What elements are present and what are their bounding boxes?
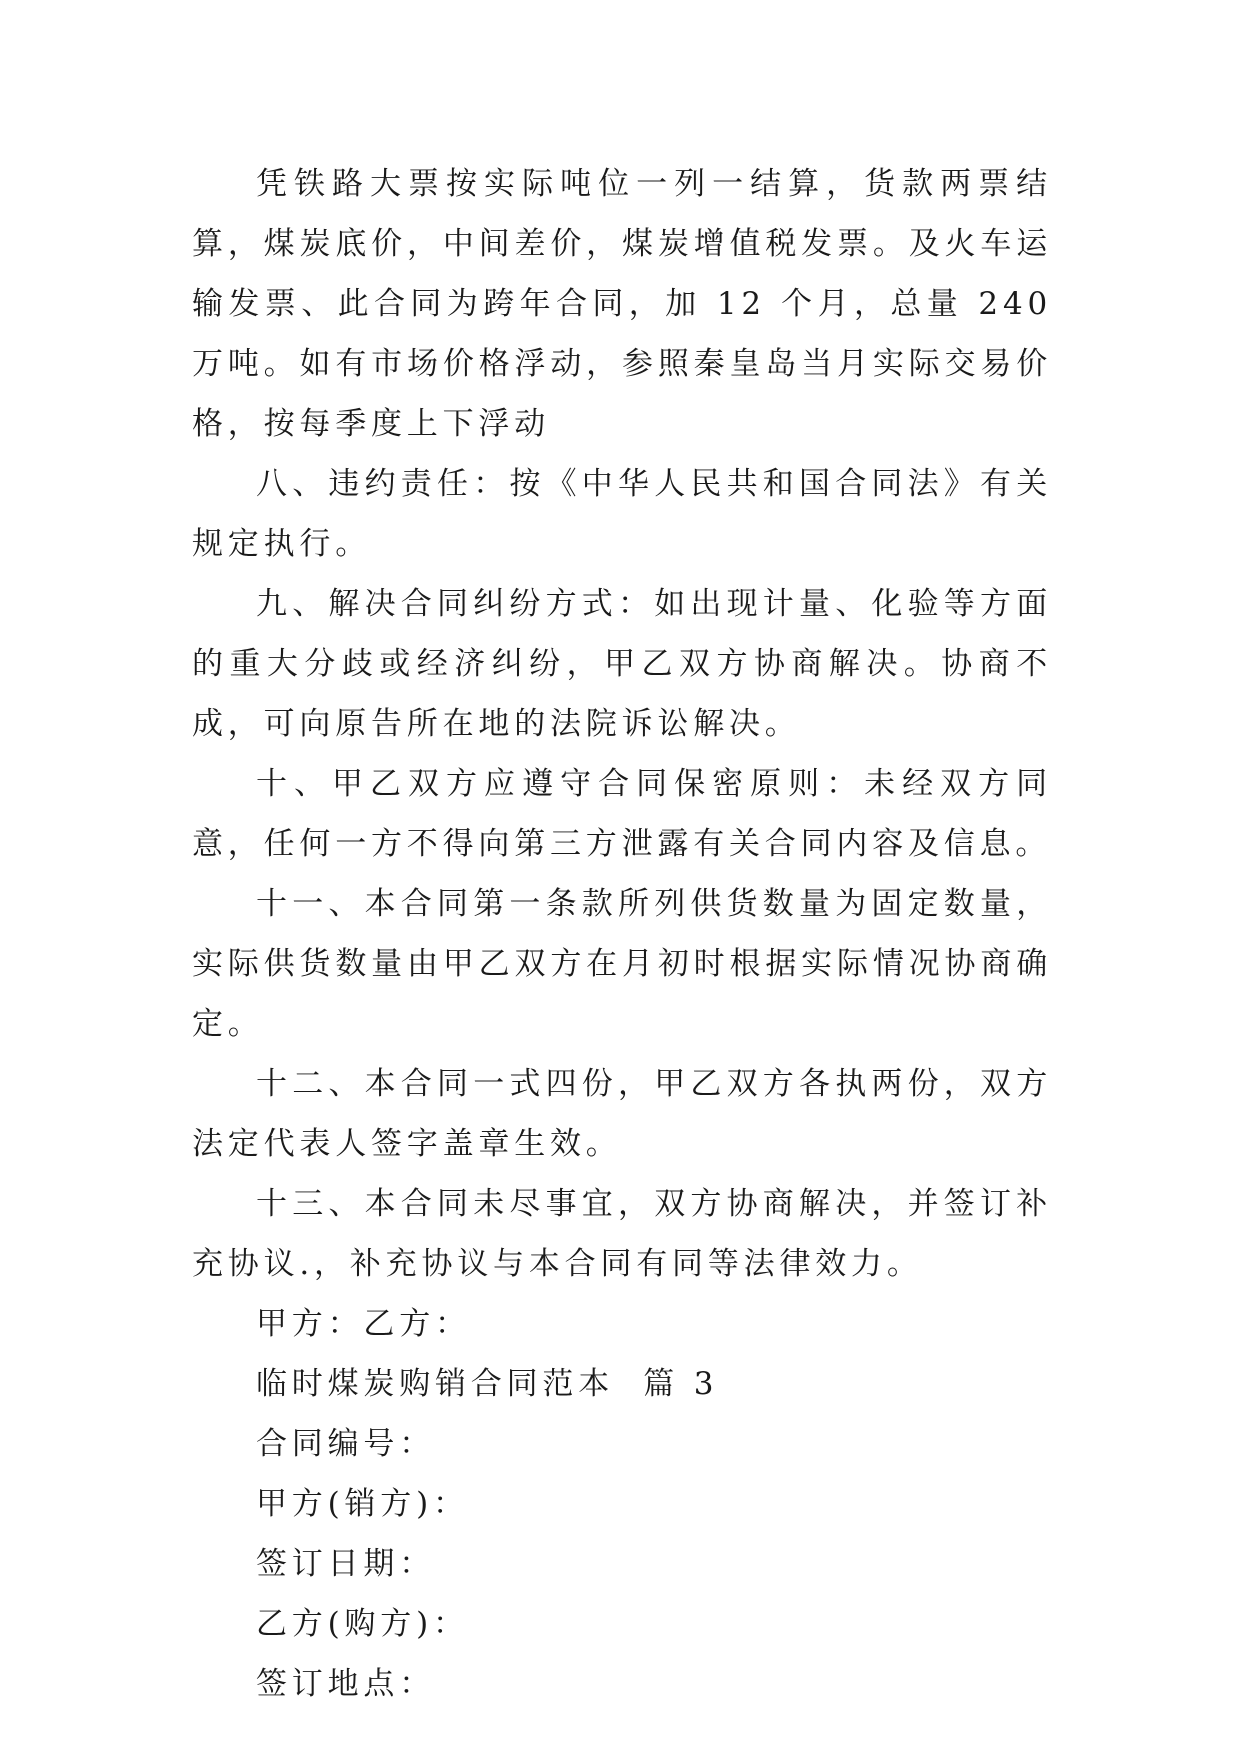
paragraph-supply-quantity: 十一、本合同第一条款所列供货数量为固定数量，实际供货数量由甲乙双方在月初时根据实际情况协商确定。 bbox=[192, 886, 1052, 1042]
paragraph-confidentiality: 十、甲乙双方应遵守合同保密原则：未经双方同意，任何一方不得向第三方泄露有关合同内容及信息。 bbox=[192, 766, 1052, 862]
field-signing-date: 签订日期： bbox=[256, 1546, 435, 1582]
field-signing-location: 签订地点： bbox=[256, 1666, 435, 1702]
paragraph-settlement: 凭铁路大票按实际吨位一列一结算，货款两票结算，煤炭底价，中间差价，煤炭增值税发票。及火车运输发票、此合同为跨年合同，加 12 个月，总量 240 万吨。如有市场价格浮动，参照秦皇岛当月实际交易价格，按每季度上下浮动 bbox=[192, 166, 1052, 442]
paragraph-supplementary: 十三、本合同未尽事宜，双方协商解决，并签订补充协议.，补充协议与本合同有同等法律效力。 bbox=[192, 1186, 1052, 1282]
paragraph-breach-liability: 八、违约责任：按《中华人民共和国合同法》有关规定执行。 bbox=[192, 466, 1052, 562]
paragraph-dispute-resolution: 九、解决合同纠纷方式：如出现计量、化验等方面的重大分歧或经济纠纷，甲乙双方协商解决。协商不成，可向原告所在地的法院诉讼解决。 bbox=[192, 586, 1052, 742]
field-party-a-seller: 甲方(销方)： bbox=[256, 1486, 469, 1522]
field-contract-number: 合同编号： bbox=[256, 1426, 435, 1462]
document-body bbox=[192, 154, 1052, 1714]
paragraph-copies: 十二、本合同一式四份，甲乙双方各执两份，双方法定代表人签字盖章生效。 bbox=[192, 1066, 1052, 1162]
field-party-b-buyer: 乙方(购方)： bbox=[256, 1606, 469, 1642]
section-title: 临时煤炭购销合同范本 篇 3 bbox=[256, 1366, 719, 1402]
signature-line: 甲方：乙方： bbox=[256, 1306, 471, 1342]
